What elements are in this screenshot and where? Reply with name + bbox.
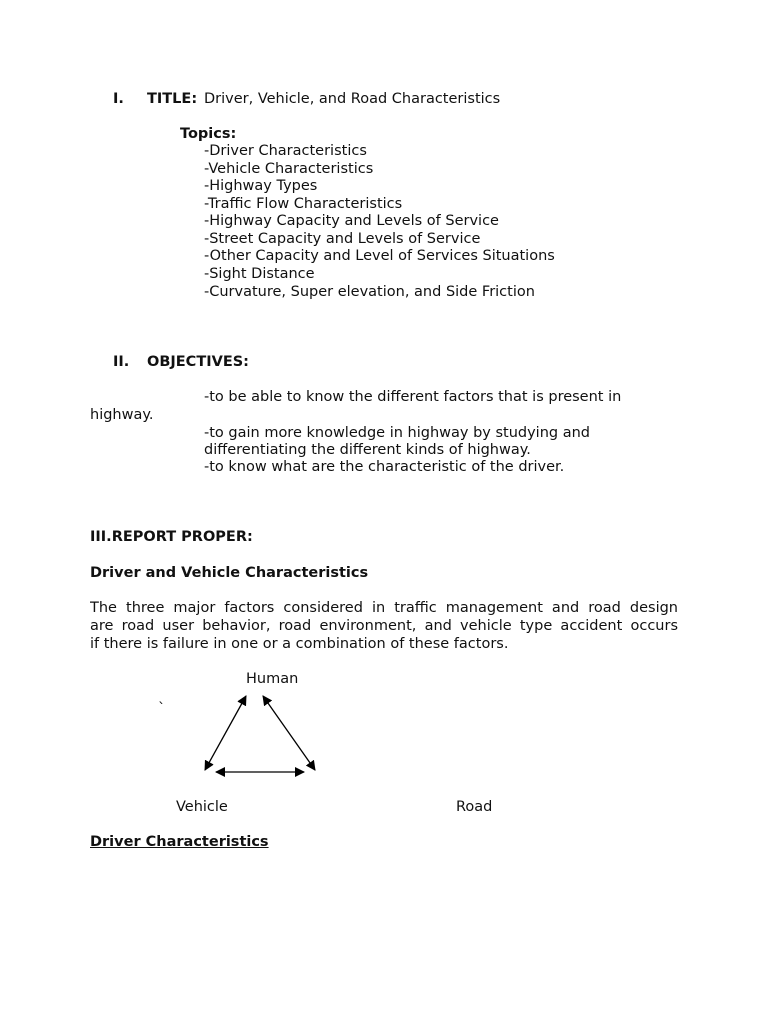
paragraph-line-1: The three major factors considered in traffic management and road design (90, 600, 678, 616)
arrow-human-road (263, 696, 315, 770)
driver-vehicle-subheading: Driver and Vehicle Characteristics (90, 565, 369, 581)
section-1-numeral: I. (113, 91, 124, 107)
topic-item: -Street Capacity and Levels of Service (204, 231, 481, 247)
stray-mark: ` (158, 701, 166, 717)
section-2-numeral: II. (113, 354, 130, 370)
topic-item: -Highway Capacity and Levels of Service (204, 213, 499, 229)
objective-1-line-1: -to be able to know the different factors that is present in (204, 389, 622, 405)
topic-item: -Driver Characteristics (204, 143, 367, 159)
arrow-human-vehicle (205, 696, 246, 770)
diagram-label-vehicle: Vehicle (176, 799, 228, 815)
diagram-label-road: Road (456, 799, 493, 815)
driver-characteristics-heading: Driver Characteristics (90, 834, 269, 850)
topic-item: -Other Capacity and Level of Services Situations (204, 248, 555, 264)
objective-1-line-2: highway. (90, 407, 154, 423)
topic-item: -Vehicle Characteristics (204, 161, 374, 177)
title-label: TITLE: (147, 91, 198, 107)
topics-heading: Topics: (180, 126, 237, 142)
objective-2-line-2: differentiating the different kinds of highway. (204, 442, 531, 458)
document-title: Driver, Vehicle, and Road Characteristics (204, 91, 501, 107)
diagram-label-human: Human (246, 671, 299, 687)
objective-3: -to know what are the characteristic of the driver. (204, 459, 565, 475)
paragraph-line-2: are road user behavior, road environment, and vehicle type accident occurs (90, 618, 678, 634)
objectives-heading: OBJECTIVES: (147, 354, 249, 370)
topic-item: -Traffic Flow Characteristics (204, 196, 403, 212)
report-proper-heading: III.REPORT PROPER: (90, 529, 253, 545)
topic-item: -Highway Types (204, 178, 318, 194)
paragraph-line-3: if there is failure in one or a combination of these factors. (90, 636, 509, 652)
objective-2-line-1: -to gain more knowledge in highway by studying and (204, 425, 590, 441)
topic-item: -Sight Distance (204, 266, 315, 282)
topic-item: -Curvature, Super elevation, and Side Friction (204, 284, 535, 300)
